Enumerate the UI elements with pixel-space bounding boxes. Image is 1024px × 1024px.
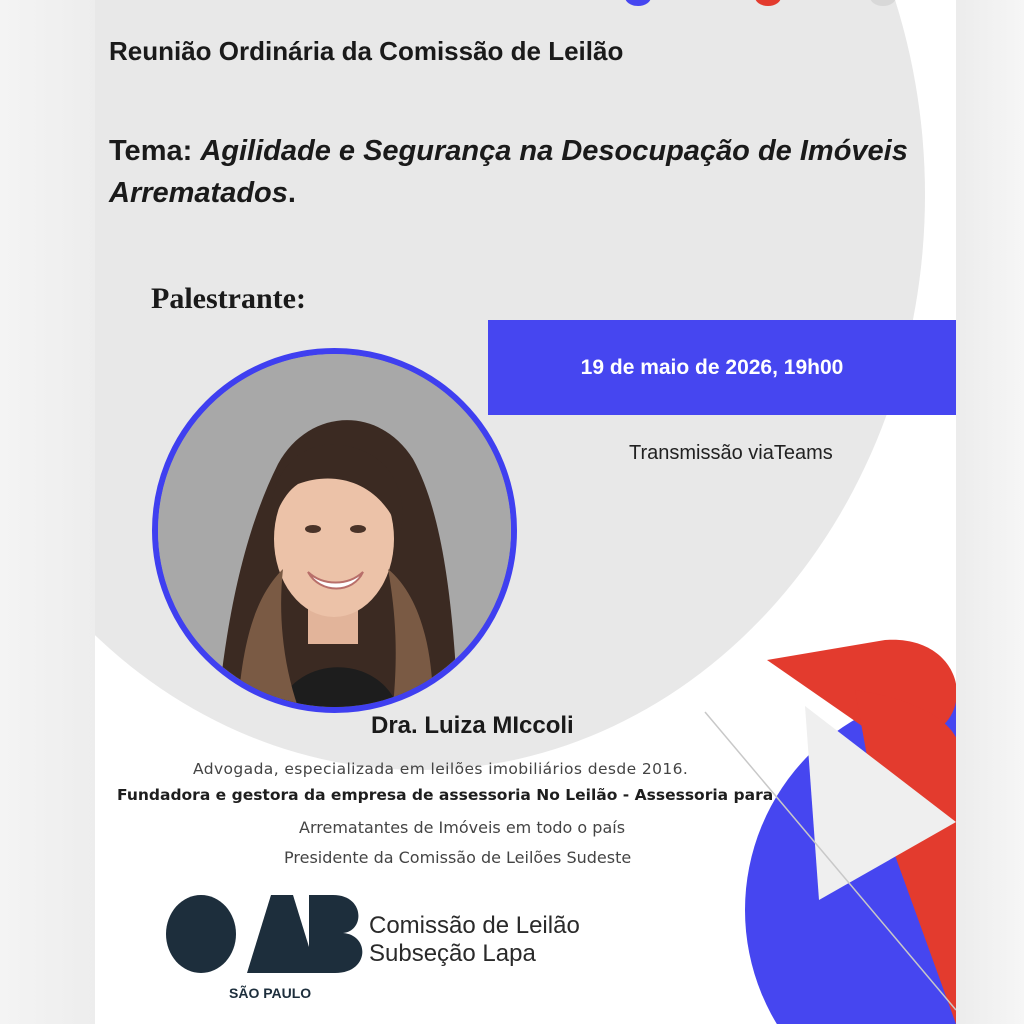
oab-letter-b — [309, 895, 362, 973]
speaker-name: Dra. Luiza MIccoli — [371, 712, 574, 739]
speaker-bio-line: Presidente da Comissão de Leilões Sudeste — [284, 848, 632, 867]
event-date: 19 de maio de 2026, 19h00 — [580, 355, 844, 379]
committee-branch: Subseção Lapa — [369, 940, 536, 967]
speaker-heading: Palestrante: — [151, 282, 306, 315]
speaker-bio-line: Advogada, especializada em leilões imobiliários desde 2016. — [193, 760, 689, 778]
right-margin — [956, 0, 1024, 1024]
oab-logo — [165, 893, 365, 975]
committee-name: Comissão de Leilão — [369, 912, 580, 939]
broadcast-info: Transmissão viaTeams — [629, 442, 833, 464]
oab-subtitle: SÃO PAULO — [229, 985, 312, 1001]
left-margin — [0, 0, 95, 1024]
oab-letter-o — [166, 895, 236, 973]
speaker-bio-line: Fundadora e gestora da empresa de assessoria No Leilão - Assessoria para — [117, 786, 774, 804]
geometric-decoration — [95, 0, 956, 1024]
theme-suffix: . — [287, 177, 296, 209]
oab-letter-a — [247, 895, 317, 973]
event-poster — [95, 0, 956, 1024]
theme-text: Agilidade e Segurança na Desocupação de Imóveis Arrematados — [109, 135, 908, 209]
event-title: Reunião Ordinária da Comissão de Leilão — [109, 36, 624, 66]
theme-prefix: Tema: — [109, 135, 201, 167]
speaker-bio-line: Arrematantes de Imóveis em todo o país — [299, 818, 626, 837]
